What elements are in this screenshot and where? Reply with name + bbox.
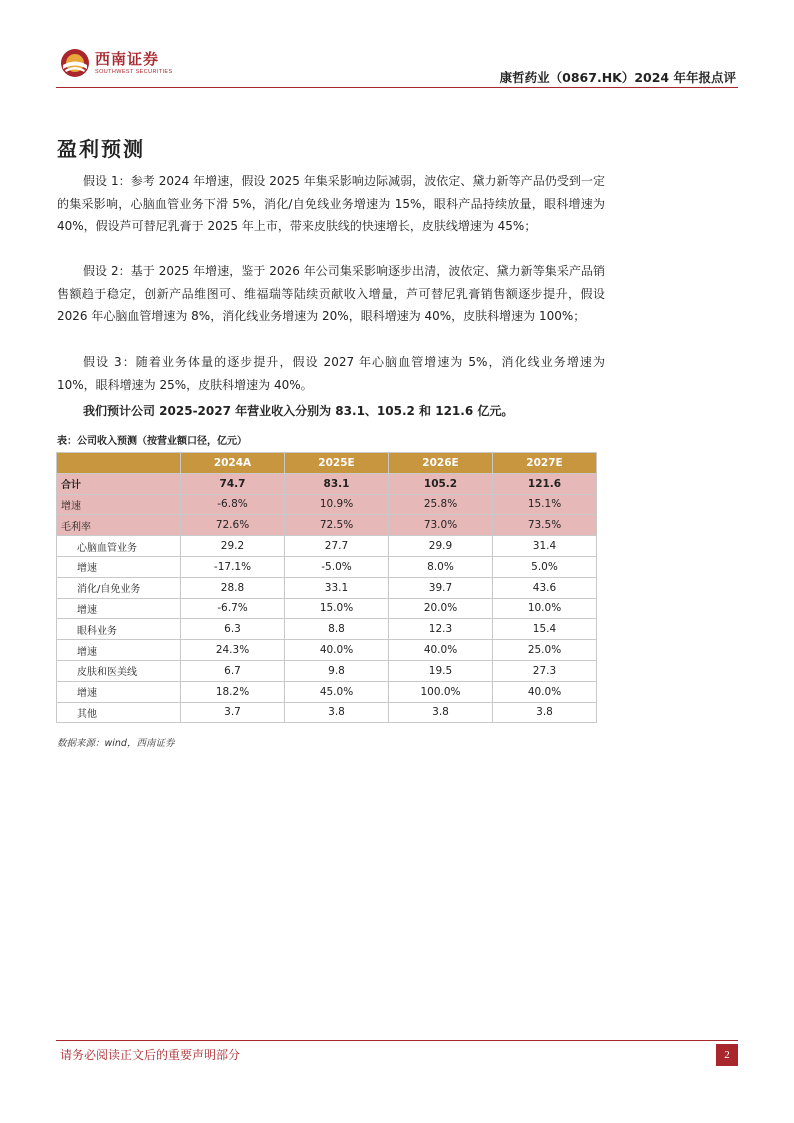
table-cell: 15.4 <box>493 619 597 640</box>
table-cell: 10.0% <box>493 598 597 619</box>
table-row <box>57 660 597 681</box>
assumption-paragraph-2: 假设 2：基于 2025 年增速，鉴于 2026 年公司集采影响逐步出清，波依定、黛力新等集采产品销售额趋于稳定，创新产品维图可、维福瑞等陆续贡献收入增量，芦可替尼乳膏销售额逐步提升，假设 2026 年心脑血管增速为 8%，消化线业务增速为 20%，眼科增速为 40%，皮肤科增速为 100%； <box>57 264 605 323</box>
table-cell: 74.7 <box>181 473 285 494</box>
table-cell: 15.0% <box>285 598 389 619</box>
table-cell: 40.0% <box>493 681 597 702</box>
table-cell: 100.0% <box>389 681 493 702</box>
table-cell: 43.6 <box>493 577 597 598</box>
table-cell: 3.7 <box>181 702 285 723</box>
table-cell: 24.3% <box>181 640 285 661</box>
table-cell: 28.8 <box>181 577 285 598</box>
table-cell: 83.1 <box>285 473 389 494</box>
logo-name-en: SOUTHWEST SECURITIES <box>95 69 173 75</box>
header-cell: 2024A <box>181 453 285 474</box>
sun-seal-icon <box>60 48 90 78</box>
row-label: 消化/自免业务 <box>57 577 181 598</box>
table-cell: 15.1% <box>493 494 597 515</box>
table-cell: 40.0% <box>389 640 493 661</box>
table-row-gross-margin <box>57 515 597 536</box>
table-cell: -6.8% <box>181 494 285 515</box>
row-label: 皮肤和医美线 <box>57 660 181 681</box>
header-cell: 2025E <box>285 453 389 474</box>
table-cell: 6.3 <box>181 619 285 640</box>
table-cell: 25.0% <box>493 640 597 661</box>
table-header-row <box>57 453 597 474</box>
section-title: 盈利预测 <box>57 137 145 161</box>
row-label: 其他 <box>57 702 181 723</box>
table-row <box>57 598 597 619</box>
table-row <box>57 702 597 723</box>
table-cell: 27.3 <box>493 660 597 681</box>
row-label: 增速 <box>57 681 181 702</box>
row-label: 增速 <box>57 556 181 577</box>
table-cell: 45.0% <box>285 681 389 702</box>
row-label: 心脑血管业务 <box>57 536 181 557</box>
table-cell: 5.0% <box>493 556 597 577</box>
table-row-total <box>57 473 597 494</box>
report-title: 康哲药业（0867.HK）2024 年年报点评 <box>499 70 736 85</box>
table-row <box>57 640 597 661</box>
table-cell: 73.0% <box>389 515 493 536</box>
header-cell <box>57 453 181 474</box>
table-cell: 10.9% <box>285 494 389 515</box>
table-cell: 27.7 <box>285 536 389 557</box>
table-cell: 72.5% <box>285 515 389 536</box>
table-row <box>57 536 597 557</box>
row-label: 增速 <box>57 494 181 515</box>
assumption-paragraph-3: 假设 3：随着业务体量的逐步提升，假设 2027 年心脑血管增速为 5%，消化线业务增速为 10%，眼科增速为 25%，皮肤科增速为 40%。 <box>57 355 605 392</box>
row-label: 眼科业务 <box>57 619 181 640</box>
table-cell: 3.8 <box>285 702 389 723</box>
table-row-total-growth <box>57 494 597 515</box>
table-cell: 73.5% <box>493 515 597 536</box>
table-row <box>57 619 597 640</box>
row-label: 增速 <box>57 640 181 661</box>
header-cell: 2027E <box>493 453 597 474</box>
table-cell: 29.2 <box>181 536 285 557</box>
table-cell: 6.7 <box>181 660 285 681</box>
table-cell: 3.8 <box>389 702 493 723</box>
table-cell: 19.5 <box>389 660 493 681</box>
table-cell: 8.0% <box>389 556 493 577</box>
table-caption: 表：公司收入预测（按营业额口径，亿元） <box>57 436 247 447</box>
table-cell: -6.7% <box>181 598 285 619</box>
table-cell: 20.0% <box>389 598 493 619</box>
table-row <box>57 681 597 702</box>
header-divider <box>56 87 738 88</box>
table-row <box>57 577 597 598</box>
table-cell: 12.3 <box>389 619 493 640</box>
row-label: 合计 <box>57 473 181 494</box>
table-cell: 121.6 <box>493 473 597 494</box>
table-cell: -5.0% <box>285 556 389 577</box>
table-cell: 40.0% <box>285 640 389 661</box>
table-cell: 29.9 <box>389 536 493 557</box>
data-source-note: 数据来源：wind，西南证券 <box>57 738 175 749</box>
page-number: 2 <box>716 1044 738 1066</box>
disclaimer-note: 请务必阅读正文后的重要声明部分 <box>60 1048 241 1062</box>
table-cell: 31.4 <box>493 536 597 557</box>
assumption-paragraph-1: 假设 1：参考 2024 年增速，假设 2025 年集采影响边际减弱，波依定、黛力新等产品仍受到一定的集采影响，心脑血管业务下滑 5%，消化/自免线业务增速为 15%，眼科产品持续放量，眼科增速为 40%，假设芦可替尼乳膏于 2025 年上市，带来皮肤线的快速增长，皮肤线增速为 45%； <box>57 174 605 233</box>
table-cell: 8.8 <box>285 619 389 640</box>
company-logo <box>60 47 173 81</box>
table-cell: 18.2% <box>181 681 285 702</box>
table-row <box>57 556 597 577</box>
revenue-forecast-table <box>56 452 597 723</box>
table-cell: -17.1% <box>181 556 285 577</box>
table-cell: 9.8 <box>285 660 389 681</box>
table-cell: 25.8% <box>389 494 493 515</box>
header-cell: 2026E <box>389 453 493 474</box>
table-cell: 72.6% <box>181 515 285 536</box>
revenue-forecast-summary: 我们预计公司 2025-2027 年营业收入分别为 83.1、105.2 和 121.6 亿元。 <box>83 404 514 418</box>
table-cell: 3.8 <box>493 702 597 723</box>
row-label: 毛利率 <box>57 515 181 536</box>
table-cell: 39.7 <box>389 577 493 598</box>
table-cell: 33.1 <box>285 577 389 598</box>
footer-divider <box>56 1040 738 1041</box>
logo-name-cn: 西南证券 <box>95 50 160 68</box>
table-cell: 105.2 <box>389 473 493 494</box>
row-label: 增速 <box>57 598 181 619</box>
